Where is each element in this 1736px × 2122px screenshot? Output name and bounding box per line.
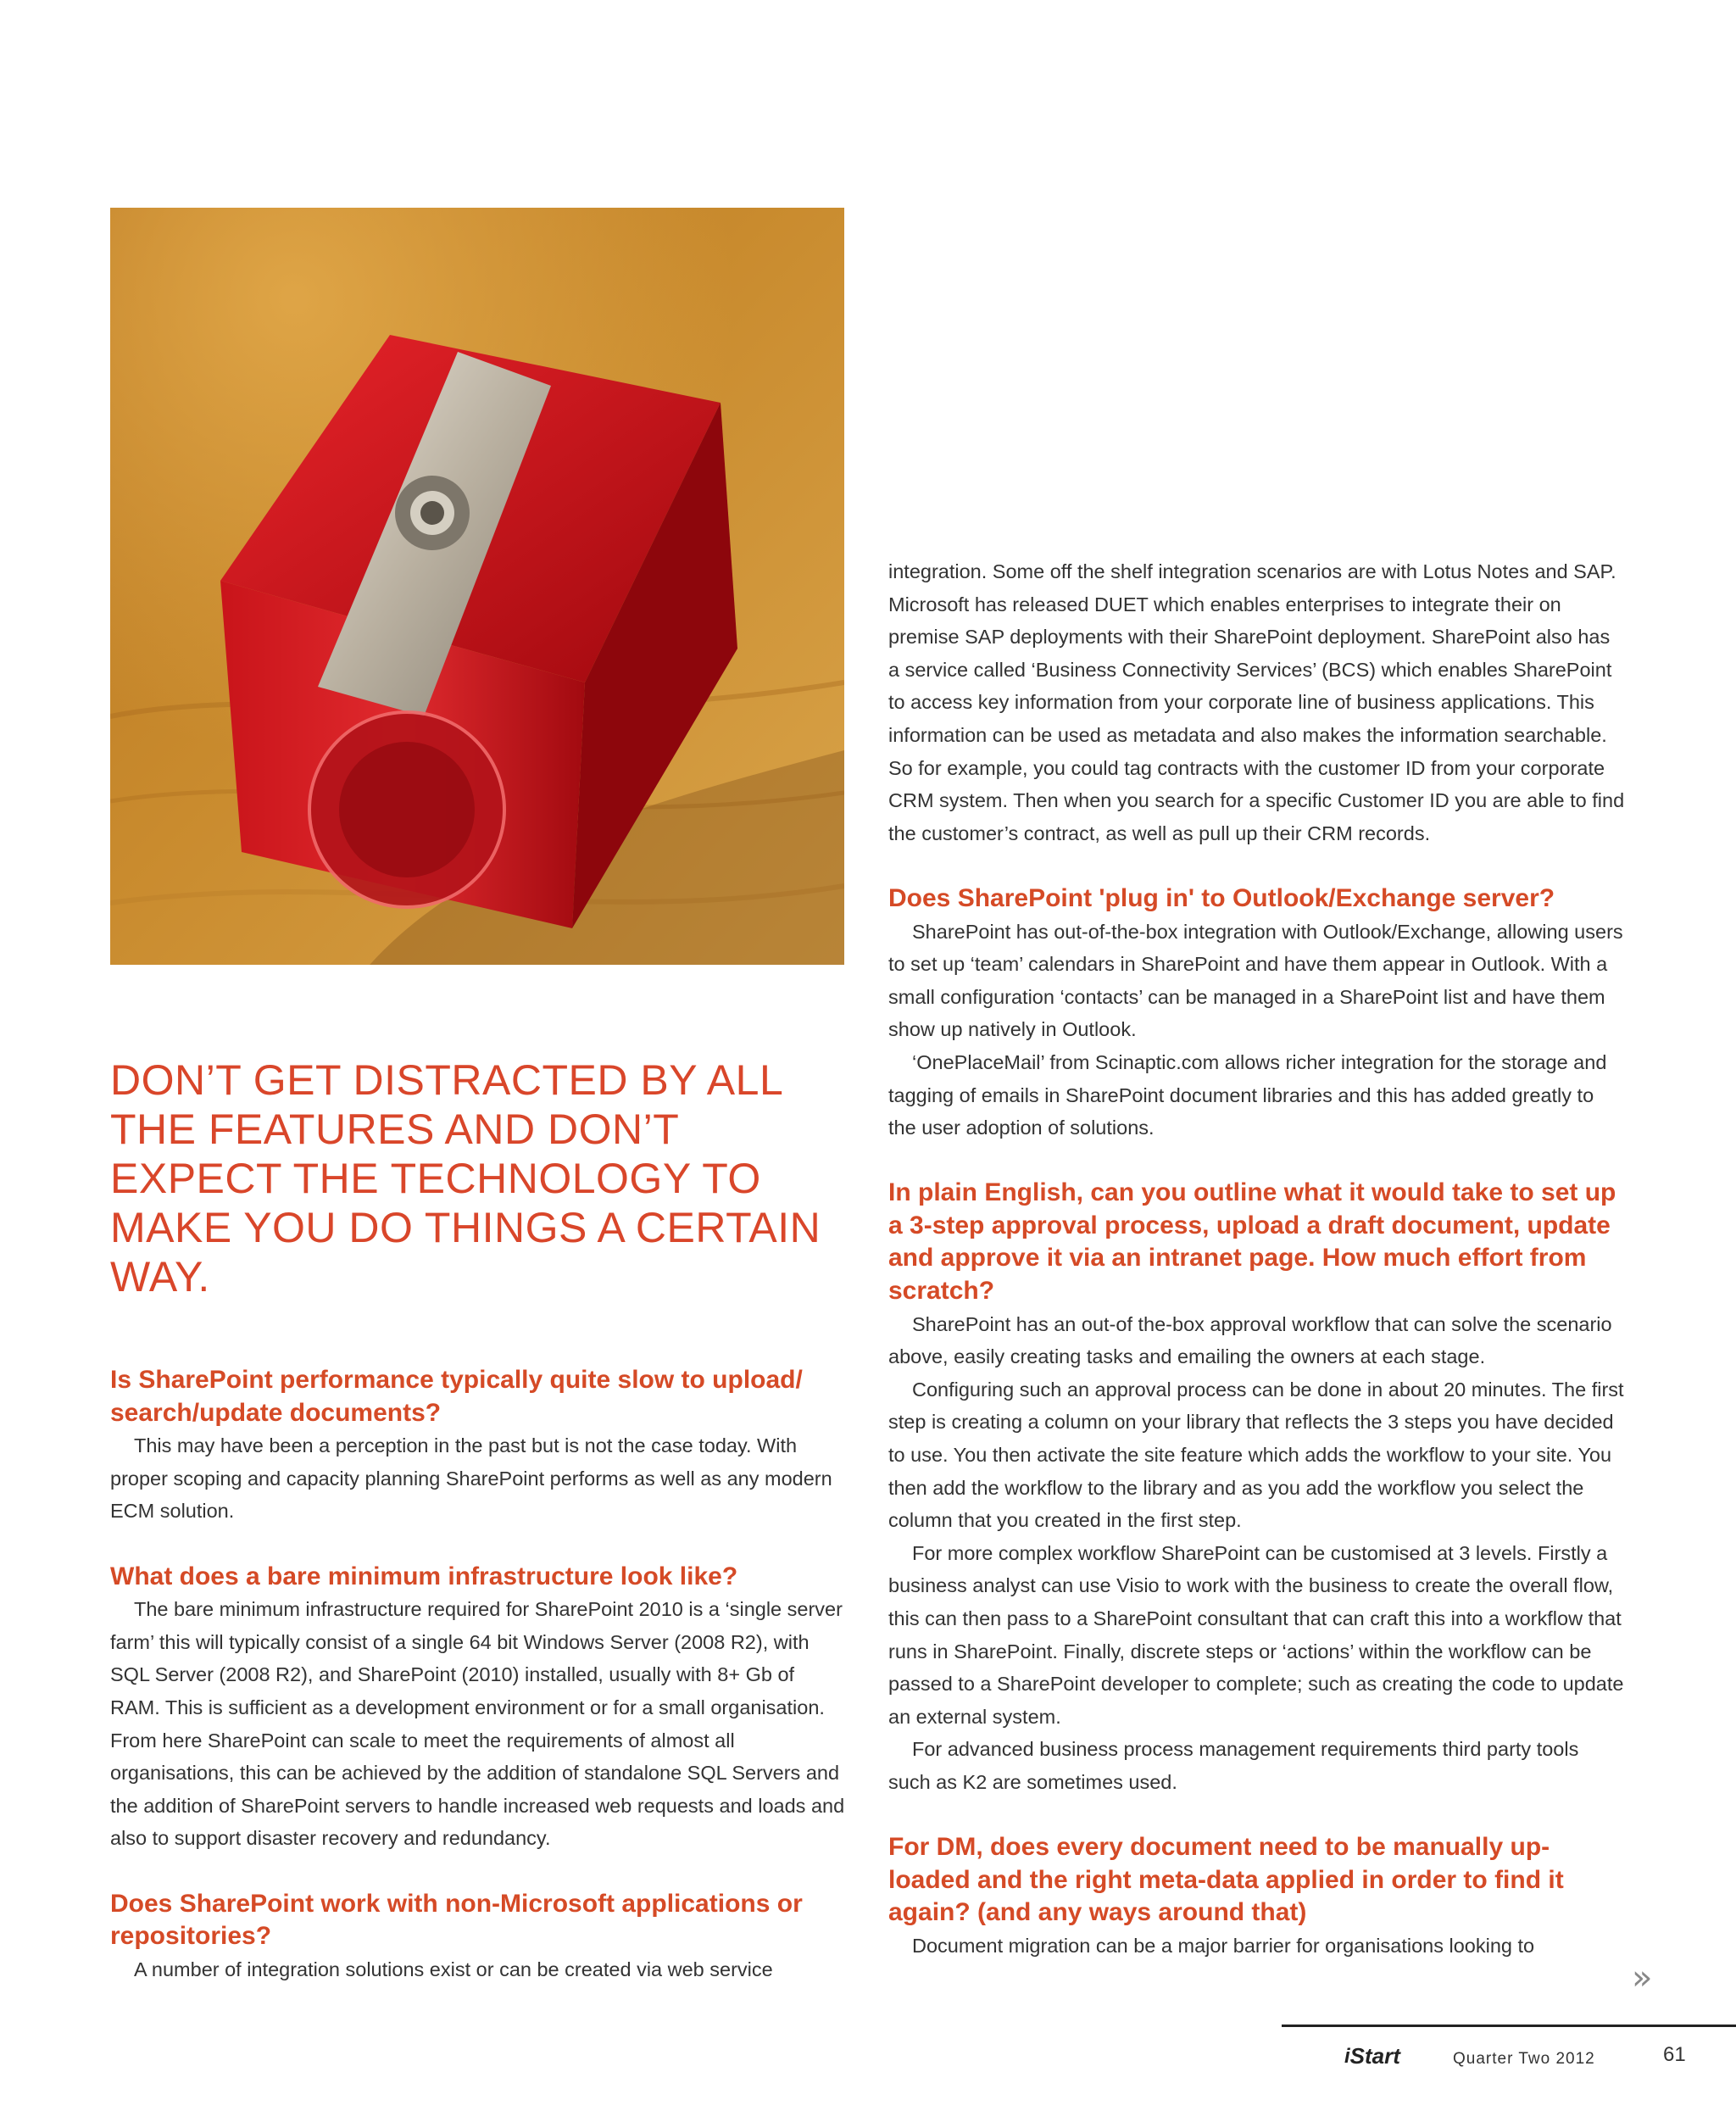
answer-paragraph: SharePoint has out-of-the-box integration with Outlook/Exchange, allowing users to set up ‘team’ calendars in SharePoint and have them appear in Outlook. With a small configuration ‘contacts’ can be managed in a SharePoint list and have them show up natively in Outlook. <box>888 920 1623 1041</box>
footer-rule <box>1282 2025 1736 2027</box>
logo-text: Start <box>1349 2043 1400 2069</box>
answer-paragraph: For advanced business process management requirements third party tools such as K2 are sometimes used. <box>888 1738 1579 1793</box>
photo-image <box>110 208 844 965</box>
answer-paragraph: SharePoint has an out-of the-box approval workflow that can solve the scenario above, easily creating tasks and emailing the owners at each stage. <box>888 1312 1612 1368</box>
answer-paragraph: The bare minimum infrastructure required for SharePoint 2010 is a ‘single server farm’ this will typically consist of a single 64 bit Windows Server (2008 R2), with SQL Server (2008 R2), and SharePoint (2010) installed, usually with 8+ Gb of RAM. This is sufficient as a development environment or for a small organisation. From here SharePoint can scale to meet the requirements of almost all organisations, this can be achieved by the addition of standalone SQL Servers and the addition of SharePoint servers to handle increased web requests and loads and also to support disaster recovery and redundancy. <box>110 1598 845 1850</box>
question-heading: Does SharePoint 'plug in' to Outlook/Exchange server? <box>888 883 1555 912</box>
answer-paragraph: ‘OnePlaceMail’ from Scinaptic.com allows richer integration for the storage and tagging of emails in SharePoint document libraries and this has added greatly to the user adoption of solutions. <box>888 1050 1607 1139</box>
question-heading: What does a bare minimum infrastructure look like? <box>110 1562 738 1590</box>
answer-paragraph: Configuring such an approval process can be done in about 20 minutes. The first step is creating a column on your library that reflects the 3 steps you have decided to use. You then activate the site feature which adds the workflow to your site. You then add the workflow to the library and as you add the workflow you select the column that you created in the first step. <box>888 1378 1624 1532</box>
question-heading: In plain English, can you outline what it would take to set up a 3-step approval process, upload a draft document, update and approve it via an intranet page. How much effort from scratch? <box>888 1178 1616 1306</box>
logo-mark-icon: i <box>1344 2044 1349 2068</box>
start-logo <box>1344 2043 1400 2069</box>
issue-label: Quarter Two 2012 <box>1453 2050 1595 2068</box>
right-column <box>888 555 1626 1963</box>
page-number: 61 <box>1663 2043 1686 2066</box>
pull-quote: DON’T GET DISTRACTED BY ALL THE FEATURES AND DON’T EXPECT THE TECHNOLOGY TO MAKE YOU DO THINGS A CERTAIN WAY. <box>110 1056 821 1300</box>
question-heading: Does SharePoint work with non-Microsoft applications or repositories? <box>110 1889 803 1951</box>
question-heading: For DM, does every document need to be manually up-loaded and the right meta-data applied in order to find it again? (and any ways around that) <box>888 1833 1564 1927</box>
answer-paragraph: integration. Some off the shelf integration scenarios are with Lotus Notes and SAP. Microsoft has released DUET which enables enterprises to integrate their on premise SAP deployments with their SharePoint deployment. SharePoint also has a service called ‘Business Connectivity Services’ (BCS) which enables SharePoint to access key information from your corporate line of business applications. This information can be used as metadata and also makes the information searchable. So for example, you could tag contracts with the customer ID from your corporate CRM system. Then when you search for a specific Customer ID you are able to find the customer’s contract, as well as pull up their CRM records. <box>888 560 1625 844</box>
answer-paragraph: A number of integration solutions exist or can be created via web service <box>134 1958 773 1980</box>
answer-paragraph: For more complex workflow SharePoint can be customised at 3 levels. Firstly a business analyst can use Visio to work with the business to create the overall flow, this can then pass to a SharePoint consultant that can craft this into a workflow that runs in SharePoint. Finally, discrete steps or ‘actions’ within the workflow can be passed to a SharePoint developer to complete; such as creating the code to update an external system. <box>888 1541 1624 1728</box>
continue-arrow-icon: » <box>1632 1958 1653 1997</box>
question-heading: Is SharePoint performance typically quite slow to upload/ search/update documents? <box>110 1366 803 1427</box>
answer-paragraph: Document migration can be a major barrier for organisations looking to <box>912 1934 1535 1957</box>
left-column <box>110 1364 846 1986</box>
pencil-sharpener-photo <box>110 208 844 965</box>
answer-paragraph: This may have been a perception in the past but is not the case today. With proper scoping and capacity planning SharePoint performs as well as any modern ECM solution. <box>110 1434 832 1523</box>
